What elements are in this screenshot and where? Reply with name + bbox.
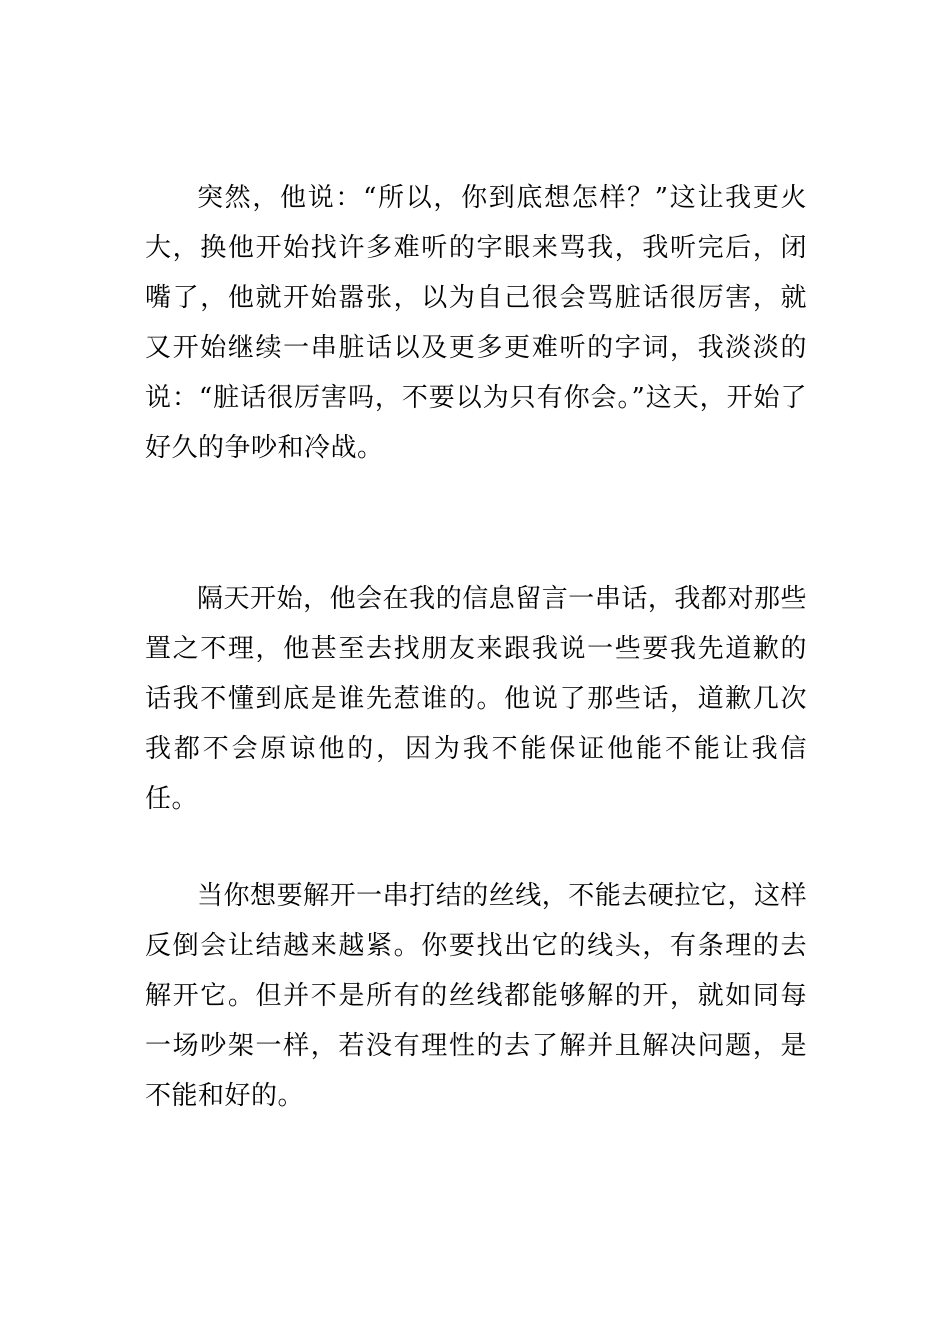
paragraph-3: 当你想要解开一串打结的丝线，不能去硬拉它，这样反倒会让结越来越紧。你要找出它的线头，有条理的去解开它。但并不是所有的丝线都能够解的开，就如同每一场吵架一样，若没有理性的去了解并且解决问题，是不能和好的。 xyxy=(145,881,807,1111)
paragraph-1: 突然，他说：“所以，你到底想怎样？”这让我更火大，换他开始找许多难听的字眼来骂我，我听完后，闭嘴了，他就开始嚣张，以为自己很会骂脏话很厉害，就又开始继续一串脏话以及更多更难听的字词，我淡淡的说：“脏话很厉害吗，不要以为只有你会。”这天，开始了好久的争吵和冷战。 xyxy=(145,183,807,463)
paragraph-2: 隔天开始，他会在我的信息留言一串话，我都对那些置之不理，他甚至去找朋友来跟我说一些要我先道歉的话我不懂到底是谁先惹谁的。他说了那些话，道歉几次我都不会原谅他的，因为我不能保证他能不能让我信任。 xyxy=(145,584,807,814)
